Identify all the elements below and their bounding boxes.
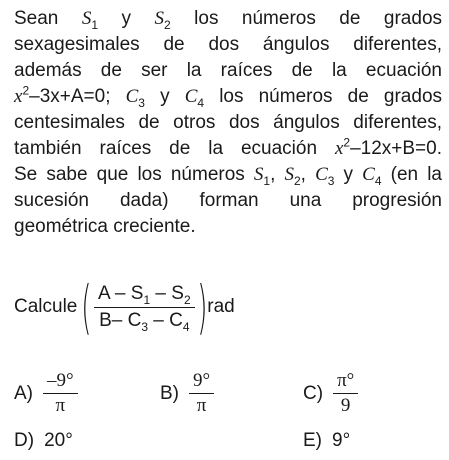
problem-line-6: también raíces de la ecuación $x^2-12x+B=0$. xyxy=(14,135,442,159)
option-a-denominator: π xyxy=(55,395,66,416)
option-b-numerator: 9° xyxy=(189,370,214,394)
option-c-fraction xyxy=(333,370,358,417)
unit-rad: rad xyxy=(207,296,235,317)
problem-line-5: centesimales de otros dos ángulos diferentes, xyxy=(14,112,442,133)
option-a-numerator: –9° xyxy=(43,370,78,394)
option-d-letter: D) xyxy=(14,430,35,451)
option-a-letter: A) xyxy=(14,382,33,404)
option-c[interactable] xyxy=(303,370,358,417)
expression-denominator: B– $C_3 - C_4$ xyxy=(99,309,190,334)
option-c-denominator: 9 xyxy=(340,395,351,416)
open-paren: ( xyxy=(81,273,92,341)
option-b[interactable] xyxy=(160,370,214,417)
problem-line-7: Se sabe que los números $S_1$, $S_2$, $C_3$ y $C_4$ (en la xyxy=(14,164,442,188)
problem-statement xyxy=(14,6,442,240)
problem-line-2: sexagesimales de dos ángulos diferentes, xyxy=(14,34,442,55)
option-e[interactable] xyxy=(303,430,350,452)
option-b-fraction xyxy=(189,370,214,417)
option-a[interactable] xyxy=(14,370,78,417)
problem-line-9: geométrica creciente. xyxy=(14,216,196,237)
close-paren: ) xyxy=(196,273,208,341)
option-c-letter: C) xyxy=(303,382,324,404)
calcule-label: Calcule xyxy=(14,296,78,317)
expression-numerator: A – $S_1 - S_2$ xyxy=(94,283,195,308)
problem-line-4: $x^2-3x+A=0$; $C_3$ y $C_4$ los números de grados xyxy=(14,83,443,110)
option-e-letter: E) xyxy=(303,430,322,451)
problem-line-3: además de ser la raíces de la ecuación xyxy=(14,60,442,81)
problem-line-1: Sean $S_1$ y $S_2$ los números de grados xyxy=(14,8,443,32)
option-b-denominator: π xyxy=(196,395,207,416)
expression-fraction xyxy=(92,283,197,332)
problem-line-8: sucesión dada) forman una progresión xyxy=(14,190,442,211)
option-c-numerator: π° xyxy=(333,370,358,394)
option-d-value: 20° xyxy=(44,430,73,451)
option-e-value: 9° xyxy=(332,430,351,451)
option-b-letter: B) xyxy=(160,382,179,404)
expression-block xyxy=(14,273,235,341)
option-a-fraction xyxy=(43,370,78,417)
option-d[interactable] xyxy=(14,430,73,452)
